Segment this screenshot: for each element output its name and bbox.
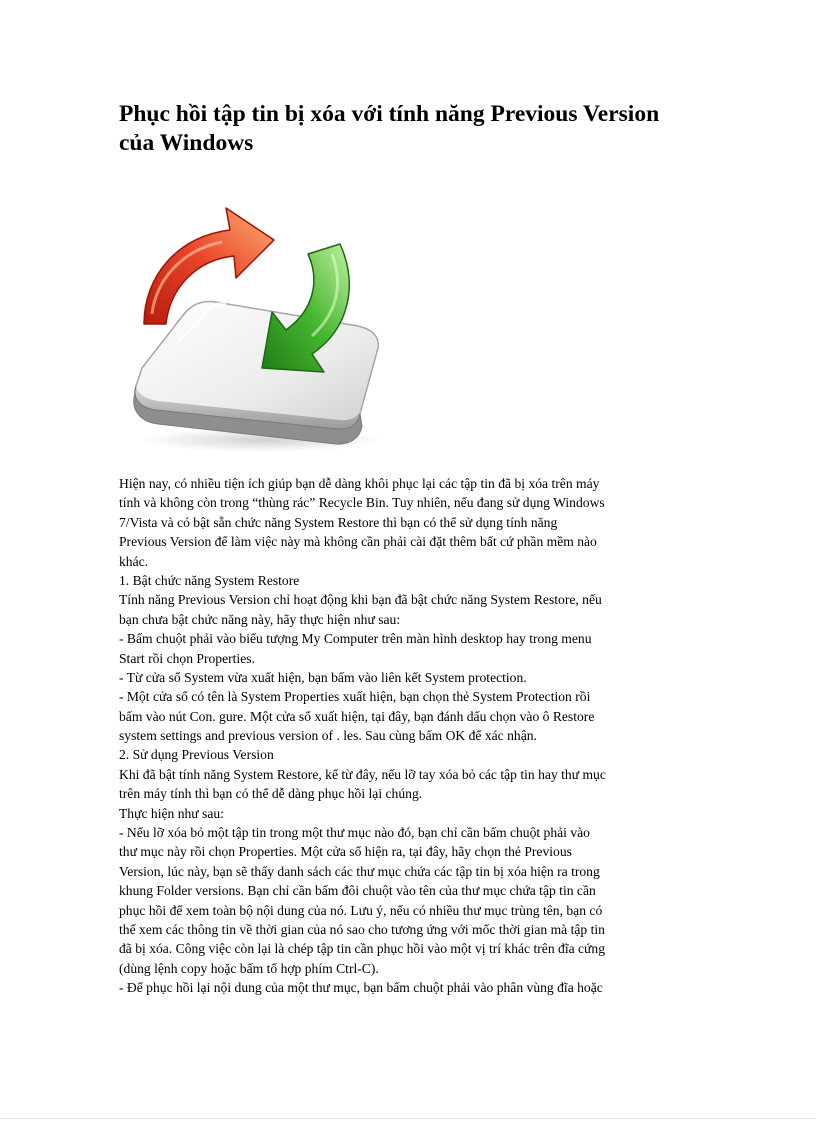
- body-line: thư mục này rồi chọn Properties. Một cửa sổ hiện ra, tại đây, hãy chọn thẻ Previous: [119, 844, 572, 860]
- body-line: 7/Vista và có bật sẵn chức năng System Restore thì bạn có thể sử dụng tính năng: [119, 514, 558, 530]
- body-line: Version, lúc này, bạn sẽ thấy danh sách các thư mục chứa các tập tin bị xóa hiện ra trong: [119, 863, 600, 879]
- body-line: - Nếu lỡ xóa bỏ một tập tin trong một thư mục nào đó, bạn chỉ cần bấm chuột phải vào: [119, 825, 590, 841]
- article-body: [119, 474, 699, 998]
- title-line: của Windows: [119, 130, 254, 156]
- body-line: Previous Version để làm việc này mà không cần phải cài đặt thêm bất cứ phần mềm nào: [119, 534, 597, 550]
- body-line: - Một cửa sổ có tên là System Properties xuất hiện, bạn chọn thẻ System Protection rồi: [119, 689, 591, 705]
- page-bottom-divider: [0, 1118, 816, 1119]
- section-heading: 1. Bật chức năng System Restore: [119, 572, 300, 588]
- body-line: Hiện nay, có nhiều tiện ích giúp bạn dễ dàng khôi phục lại các tập tin đã bị xóa trên máy: [119, 476, 600, 491]
- section-heading: 2. Sử dụng Previous Version: [119, 747, 274, 763]
- body-line: - Bấm chuột phải vào biểu tượng My Computer trên màn hình desktop hay trong menu: [119, 631, 592, 647]
- page-title: [119, 100, 719, 158]
- body-line: khung Folder versions. Bạn chỉ cần bấm đôi chuột vào tên của thư mục chứa tập tin cần: [119, 883, 596, 899]
- body-line: - Từ cửa sổ System vừa xuất hiện, bạn bấm vào liên kết System protection.: [119, 669, 527, 685]
- title-line: Phục hồi tập tin bị xóa với tính năng Previous Version: [119, 101, 660, 127]
- body-line: trên máy tính thì bạn có thể dễ dàng phục hồi lại chúng.: [119, 786, 423, 802]
- hard-drive-icon: [134, 302, 379, 445]
- body-line: Tính năng Previous Version chỉ hoạt động khi bạn đã bật chức năng System Restore, nếu: [119, 592, 602, 608]
- body-line: Start rồi chọn Properties.: [119, 650, 255, 666]
- body-line: Khi đã bật tính năng System Restore, kể từ đây, nếu lỡ tay xóa bỏ các tập tin hay thư mục: [119, 766, 606, 782]
- body-line: khác.: [119, 553, 149, 569]
- body-line: Thực hiện như sau:: [119, 805, 224, 821]
- body-line: system settings and previous version of . les. Sau cùng bấm OK để xác nhận.: [119, 728, 537, 744]
- restore-drive-arrows-icon: [122, 192, 384, 454]
- body-line: - Để phục hồi lại nội dung của một thư mục, bạn bấm chuột phải vào phân vùng đĩa hoặc: [119, 980, 603, 996]
- body-line: thể xem các thông tin về thời gian của nó sao cho tương ứng với mốc thời gian mà tập tin: [119, 921, 605, 937]
- body-line: bấm vào nút Con. gure. Một cửa sổ xuất hiện, tại đây, bạn đánh dấu chọn vào ô Restore: [119, 708, 595, 724]
- body-line: đã bị xóa. Công việc còn lại là chép tập tin cần phục hồi vào một vị trí khác trên đĩa cứng: [119, 941, 606, 957]
- body-line: bạn chưa bật chức năng này, hãy thực hiện như sau:: [119, 611, 401, 627]
- body-line: tính và không còn trong “thùng rác” Recycle Bin. Tuy nhiên, nếu đang sử dụng Windows: [119, 495, 605, 511]
- body-line: phục hồi để xem toàn bộ nội dung của nó. Lưu ý, nếu có nhiều thư mục trùng tên, bạn có: [119, 902, 603, 918]
- body-line: (dùng lệnh copy hoặc bấm tổ hợp phím Ctrl-C).: [119, 960, 379, 976]
